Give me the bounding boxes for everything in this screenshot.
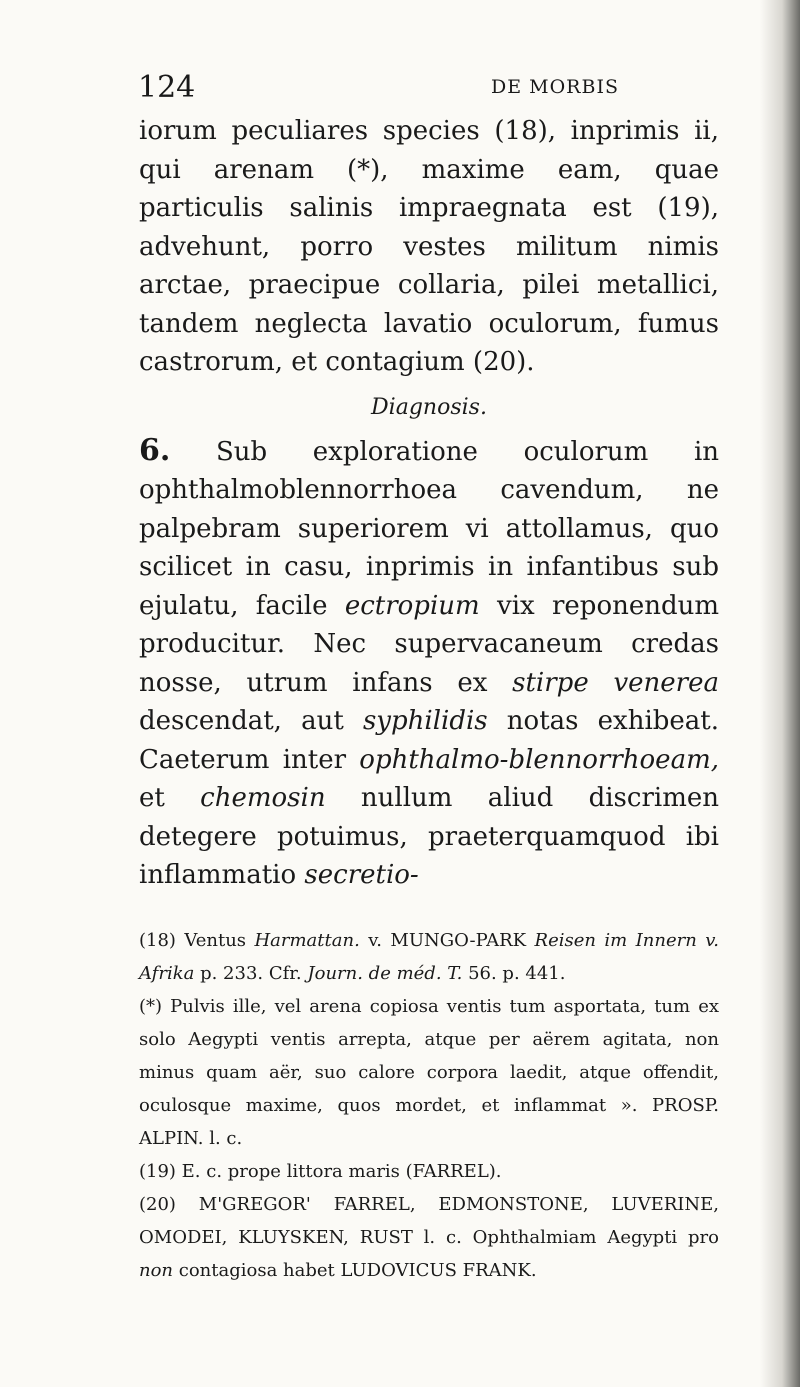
page-header — [138, 70, 698, 106]
footnote-18: (18) Ventus Harmattan. v. MUNGO-PARK Reisen im Innern v. Afrika p. 233. Cfr. Journ. de méd. T. 56. p. 441. — [139, 930, 719, 984]
main-text — [139, 112, 719, 895]
section-number: 6. — [139, 432, 171, 468]
footnote-star: (*) Pulvis ille, vel arena copiosa ventis tum asportata, tum ex solo Aegypti ventis arrepta, atque per aërem agitata, non minus quam aër, suo calore corpora laedit, atque offendit, oculosque maxime, quos mordet, et inflammat ». PROSP. ALPIN. l. c. — [139, 996, 719, 1149]
section-heading: Diagnosis. — [371, 394, 487, 420]
footnote-19: (19) E. c. prope littora maris (FARREL). — [139, 1161, 502, 1182]
paragraph-diagnosis: 6. Sub exploratione oculorum in ophthalmoblennorrhoea cavendum, ne palpebram superiorem vi attollamus, quo scilicet in casu, inprimis in infantibus sub ejulatu, facile ectropium vix reponendum producitur. Nec supervacaneum credas nosse, utrum infans ex stirpe venerea descendat, aut syphilidis notas exhibeat. Caeterum inter ophthalmo-blennorrhoeam, et chemosin nullum aliud discrimen detegere potuimus, praeterquamquod ibi inflammatio secretio- — [139, 432, 720, 890]
paragraph-causes: iorum peculiares species (18), inprimis ii, qui arenam (*), maxime eam, quae particulis salinis impraegnata est (19), advehunt, porro vestes militum nimis arctae, praecipue collaria, pilei metallici, tandem neglecta lavatio oculorum, fumus castrorum, et contagium (20). — [139, 116, 719, 377]
running-title: DE MORBIS — [491, 76, 619, 98]
footnote-20: (20) M'GREGOR' FARREL, EDMONSTONE, LUVERINE, OMODEI, KLUYSKEN, RUST l. c. Ophthalmiam Aegypti pro non contagiosa habet LUDOVICUS FRANK. — [139, 1194, 719, 1281]
page-number: 124 — [138, 70, 196, 105]
page-edge-shadow — [760, 0, 800, 1387]
footnotes — [139, 924, 719, 1287]
